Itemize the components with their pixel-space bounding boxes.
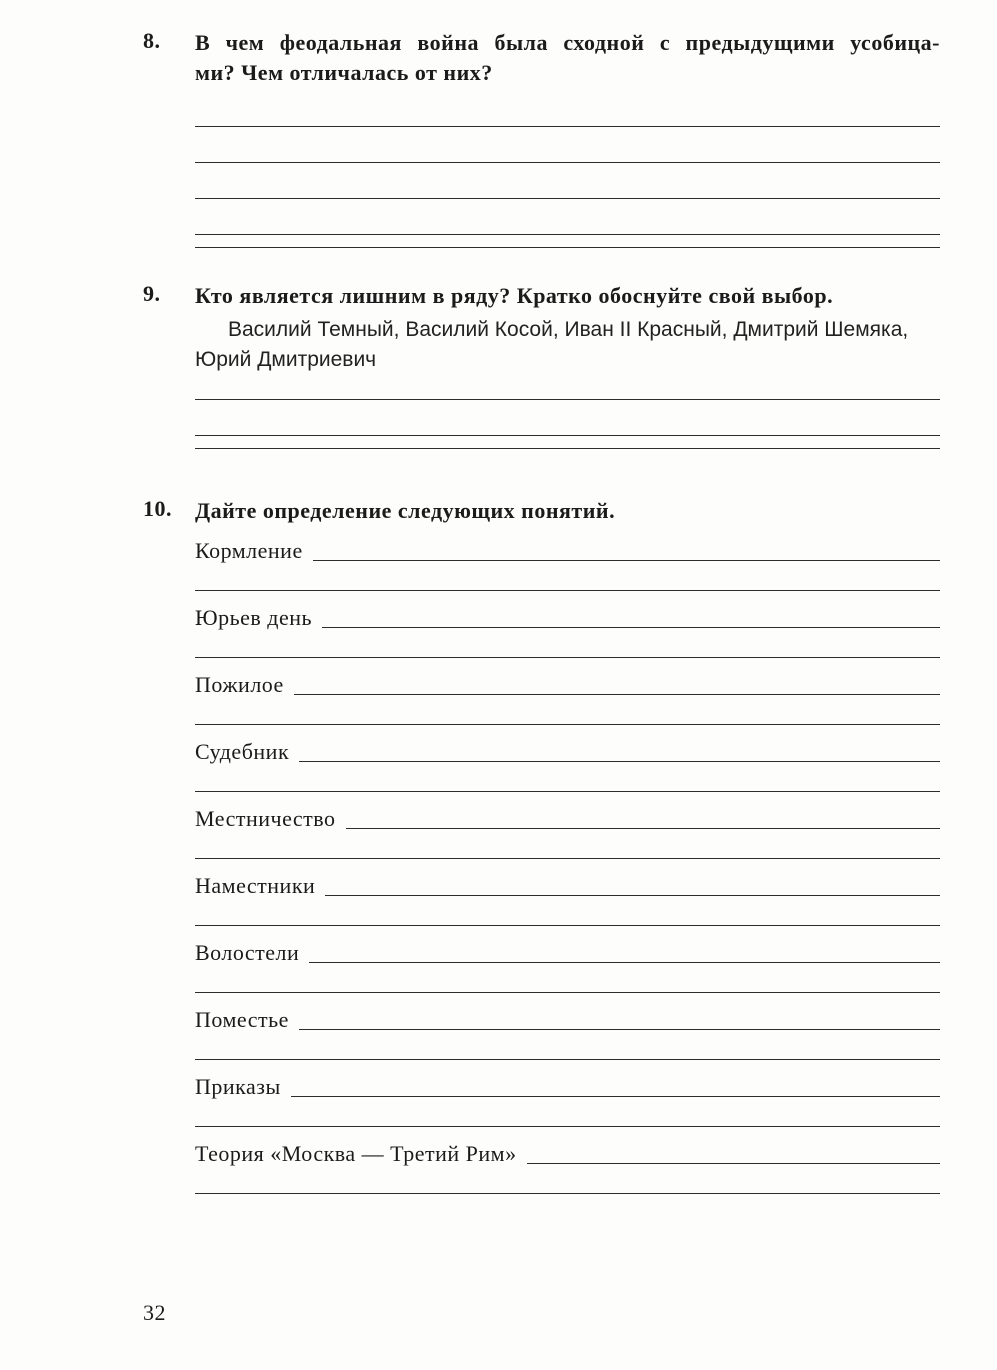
options-line-1: Василий Темный, Василий Косой, Иван II Красный, Дмитрий Шемяка, bbox=[228, 318, 909, 341]
answer-line bbox=[309, 962, 940, 963]
definition-row bbox=[195, 605, 940, 631]
answer-line bbox=[195, 590, 940, 591]
question-8-text-line-2: ми? Чем отличалась от них? bbox=[195, 60, 493, 85]
answer-line bbox=[195, 657, 940, 658]
question-9-options bbox=[195, 315, 945, 375]
definition-row bbox=[195, 940, 940, 966]
answer-line bbox=[195, 791, 940, 792]
page-number: 32 bbox=[143, 1300, 166, 1325]
answer-line bbox=[313, 560, 940, 561]
term-label: Юрьев день bbox=[195, 605, 313, 630]
answer-line bbox=[299, 761, 940, 762]
term-label: Судебник bbox=[195, 739, 290, 764]
question-8-number: 8. bbox=[143, 28, 161, 53]
answer-line bbox=[195, 126, 940, 127]
answer-line bbox=[195, 234, 940, 235]
question-9-number: 9. bbox=[143, 281, 161, 306]
answer-line bbox=[195, 198, 940, 199]
answer-line bbox=[195, 992, 940, 993]
definition-row bbox=[195, 672, 940, 698]
answer-line bbox=[299, 1029, 940, 1030]
question-9-text: Кто является лишним в ряду? Кратко обоснуйте свой выбор. bbox=[195, 283, 834, 308]
answer-line bbox=[527, 1163, 940, 1164]
answer-line bbox=[195, 399, 940, 400]
definition-row bbox=[195, 1007, 940, 1033]
term-label: Приказы bbox=[195, 1074, 281, 1099]
question-10-number: 10. bbox=[143, 496, 172, 521]
term-label: Пожилое bbox=[195, 672, 284, 697]
answer-line bbox=[195, 858, 940, 859]
definition-row bbox=[195, 806, 940, 832]
answer-line bbox=[195, 1193, 940, 1194]
definition-row bbox=[195, 538, 940, 564]
definition-row bbox=[195, 1141, 940, 1167]
answer-line bbox=[195, 162, 940, 163]
answer-line bbox=[291, 1096, 940, 1097]
answer-line bbox=[294, 694, 940, 695]
answer-line bbox=[195, 448, 940, 449]
answer-line bbox=[346, 828, 940, 829]
term-label: Поместье bbox=[195, 1007, 289, 1032]
term-label: Теория «Москва — Третий Рим» bbox=[195, 1141, 517, 1166]
answer-line bbox=[325, 895, 940, 896]
definition-row bbox=[195, 739, 940, 765]
question-10-text: Дайте определение следующих понятий. bbox=[195, 498, 616, 523]
question-8-text-line-1: В чем феодальная война была сходной с предыдущими усобица- bbox=[195, 30, 940, 55]
term-label: Местничество bbox=[195, 806, 336, 831]
term-label: Волостели bbox=[195, 940, 300, 965]
answer-line bbox=[195, 1059, 940, 1060]
definition-row bbox=[195, 873, 940, 899]
answer-line bbox=[195, 1126, 940, 1127]
answer-line bbox=[322, 627, 940, 628]
answer-line bbox=[195, 724, 940, 725]
term-label: Кормление bbox=[195, 538, 303, 563]
answer-line bbox=[195, 925, 940, 926]
definition-row bbox=[195, 1074, 940, 1100]
answer-line bbox=[195, 247, 940, 248]
options-line-2: Юрий Дмитриевич bbox=[195, 348, 377, 371]
answer-line bbox=[195, 435, 940, 436]
term-label: Наместники bbox=[195, 873, 316, 898]
